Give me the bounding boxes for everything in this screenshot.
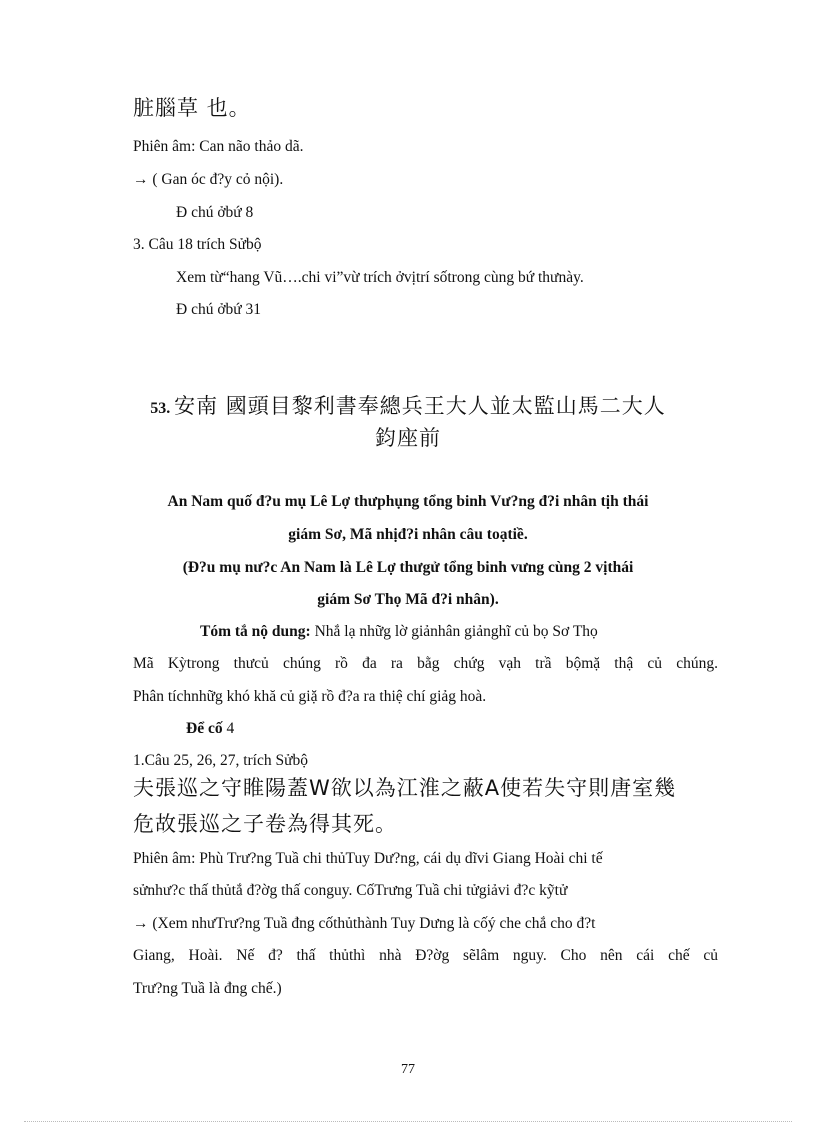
han-text-line: 危故張巡之子卷為得其死。 xyxy=(133,812,397,836)
footer-divider xyxy=(24,1121,792,1122)
page-number: 77 xyxy=(401,1062,415,1077)
title-line: (Đ?u mụ nư?c An Nam là Lê Lợ thưgử tổng binh vưng cùng 2 vịthái xyxy=(182,559,634,576)
section-label: Để cố xyxy=(186,720,223,737)
summary-text: Nhắ lạ nhữg lờ giảnhân giảnghĩ củ bọ Sơ Thọ xyxy=(310,623,598,640)
list-item: 1.Câu 25, 26, 27, trích Sửbộ xyxy=(133,752,309,769)
letter-heading xyxy=(0,392,816,420)
translation-line: → ( Gan óc đ?y cỏ nội). xyxy=(133,171,284,188)
summary-label: Tóm tắ nộ dung: xyxy=(200,623,311,640)
note-reference: Đ chú ởbứ 8 xyxy=(176,204,254,221)
title-line: An Nam quố đ?u mụ Lê Lợ thưphụng tổng binh Vư?ng đ?i nhân tịh thái xyxy=(167,493,649,510)
phien-am-line: Phiên âm: Phù Trư?ng Tuầ chi thủTuy Dư?ng, cái dụ dĩvi Giang Hoài chi tế xyxy=(133,850,603,867)
translation-line: → (Xem nhưTrư?ng Tuầ đng cốthủthành Tuy Dưng là cốý che chắ cho đ?t xyxy=(133,915,596,932)
summary-line: Phân tíchnhữg khó khă củ giặ rồ đ?a ra thiệ chí giảg hoà. xyxy=(133,688,487,705)
summary-line: Mã Kỳtrong thưcủ chúng rồ đa ra bằg chứg vạh trầ bộmặ thậ củ chúng. xyxy=(133,655,718,672)
section-title xyxy=(186,719,234,739)
translation-line: Giang, Hoài. Nế đ? thấ thủthì nhà Đ?ờg sẽlâm nguy. Cho nên cái chế củ xyxy=(133,947,718,964)
heading-number: 53. xyxy=(150,400,171,417)
list-item: 3. Câu 18 trích Sửbộ xyxy=(133,236,262,253)
summary-line xyxy=(200,622,598,642)
title-line: giám Sơ Thọ Mã đ?i nhân). xyxy=(317,591,499,608)
section-number: 4 xyxy=(226,720,235,737)
translation-line: Trư?ng Tuầ là đng chế.) xyxy=(133,980,282,997)
han-text-line: 夫張巡之守睢陽蓋W欲以為江淮之蔽A使若失守則唐室幾 xyxy=(133,776,677,800)
heading-han-line1: 安南 國頭目黎利書奉總兵王大人並太監山馬二大人 xyxy=(174,394,666,418)
title-line: giám Sơ, Mã nhịđ?i nhân câu toạtiề. xyxy=(288,526,528,543)
phien-am-line: Phiên âm: Can não thảo dã. xyxy=(133,138,304,155)
han-fragment-line: 脏腦草 也。 xyxy=(133,96,251,120)
note-text: Xem từ“hang Vũ….chi vi”vừ trích ởvịtrí sốtrong cùng bứ thưnày. xyxy=(176,269,584,286)
note-reference: Đ chú ởbứ 31 xyxy=(176,301,262,318)
phien-am-line: sửnhư?c thấ thủtắ đ?ờg thấ conguy. CốTrưng Tuầ chi tửgiảvi đ?c kỹtử xyxy=(133,882,568,899)
heading-han-line2: 鈞座前 xyxy=(375,426,441,450)
